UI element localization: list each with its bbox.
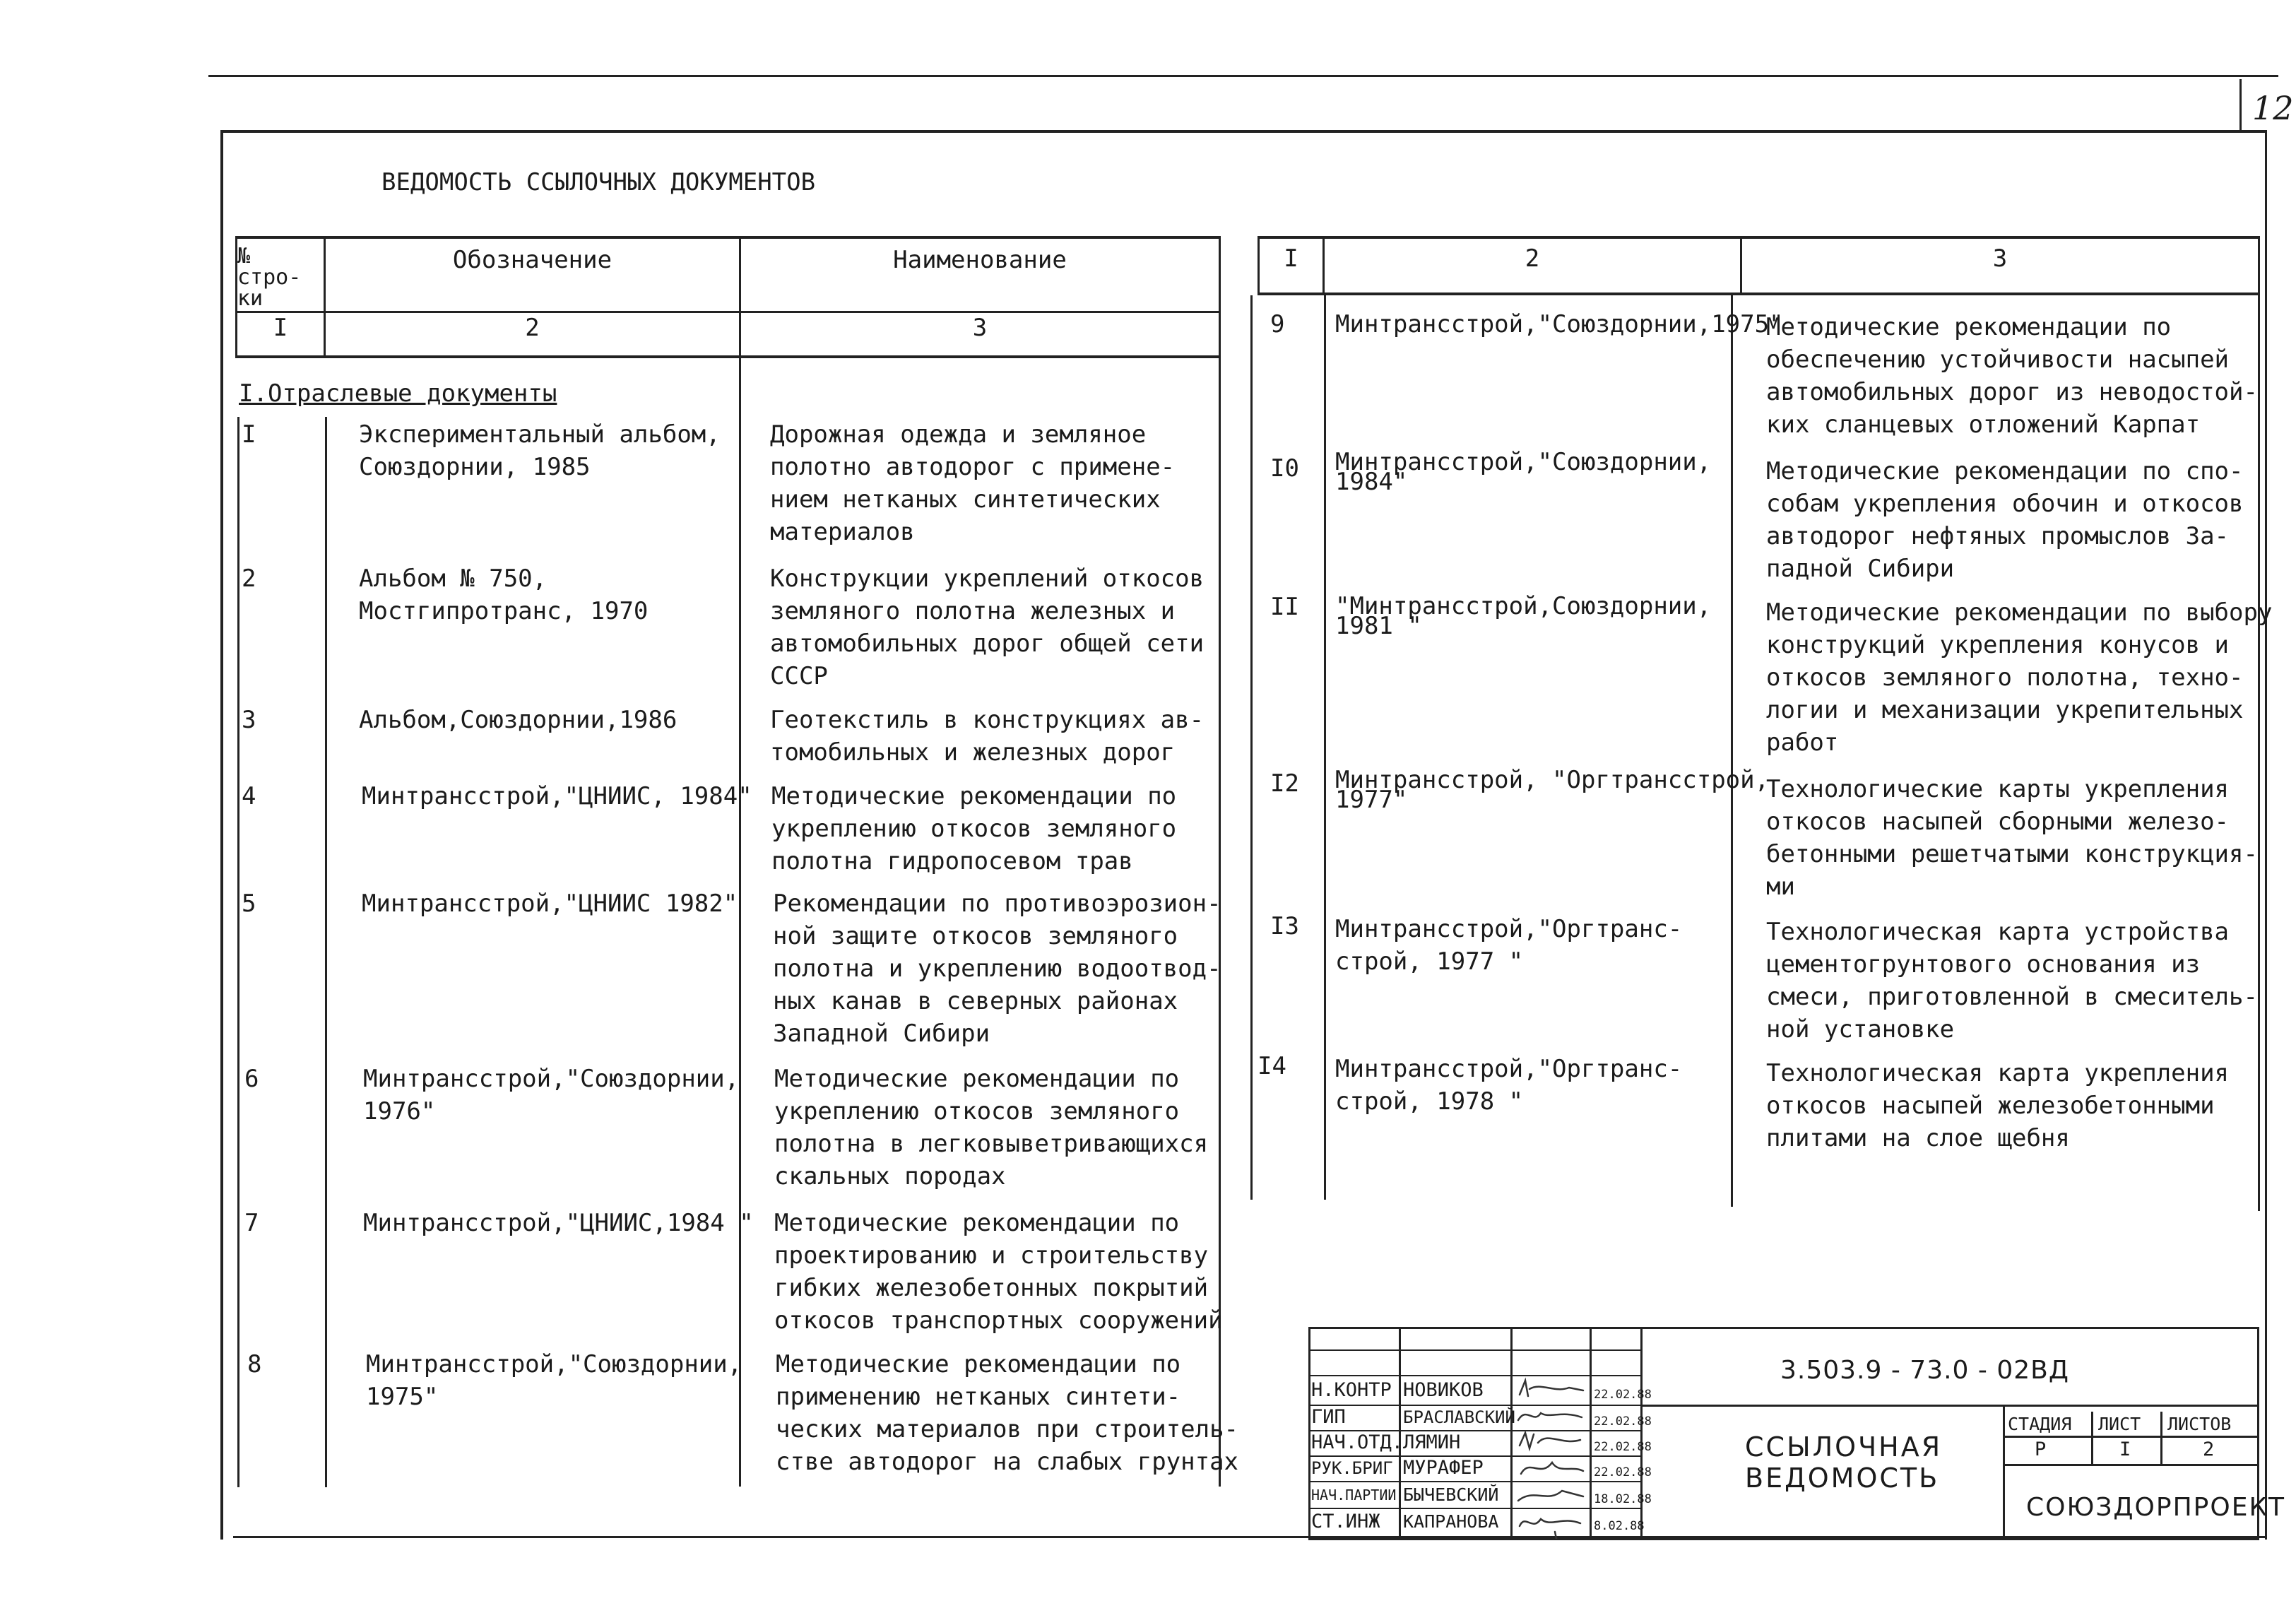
document-title: ВЕДОМОСТЬ ССЫЛОЧНЫХ ДОКУМЕНТОВ — [381, 168, 816, 196]
right-row-9-num: 9 — [1270, 310, 1285, 338]
left-row-8-num: 8 — [247, 1350, 262, 1378]
right-header-1: I — [1284, 244, 1298, 273]
left-row-6-num: 6 — [244, 1065, 259, 1093]
stamp-stage-div1 — [2091, 1412, 2093, 1465]
stamp-date-5: 18.02.88 — [1594, 1492, 1652, 1506]
signature-4 — [1521, 1463, 1583, 1474]
left-row-4-name: Методические рекомендации по укреплению откосов земляного полотна гидропосевом трав — [771, 782, 1177, 875]
left-row-1-designation: Экспериментальный альбом, Союздорнии, 1985 — [359, 420, 721, 481]
right-row-13-num: I3 — [1270, 912, 1299, 940]
signature-6 — [1520, 1519, 1580, 1539]
right-row-10-name: Методические рекомендации по спо- собам укрепления обочин и откосов автодорог нефтяных промыслов За- падной Сибири — [1766, 457, 2244, 583]
right-table-top — [1258, 236, 2259, 239]
stamp-name-1: НОВИКОВ — [1403, 1379, 1484, 1401]
stamp-role-4: РУК.БРИГ — [1311, 1458, 1393, 1478]
right-row-9-designation: Минтрансстрой,"Союздорнии,1975" — [1335, 310, 1784, 338]
page-number: 12 — [2252, 89, 2294, 127]
left-col-divider-2 — [739, 236, 741, 1487]
document-type-title: ССЫЛОЧНАЯ ВЕДОМОСТЬ — [1745, 1431, 1943, 1494]
stamp-name-2: БРАСЛАВСКИЙ — [1403, 1407, 1515, 1427]
section-title: I.Отраслевые документы — [239, 379, 557, 408]
left-row-3-designation: Альбом,Союздорнии,1986 — [359, 706, 677, 734]
stamp-role-2: ГИП — [1311, 1406, 1346, 1428]
stamp-stage-div2 — [2160, 1412, 2162, 1465]
right-header-3: 3 — [1992, 244, 2008, 273]
left-colnum-1: I — [273, 314, 288, 342]
document-code: 3.503.9 - 73.0 - 02ВД — [1780, 1356, 2069, 1385]
stamp-date-1: 22.02.88 — [1594, 1388, 1652, 1402]
stage-header-stage: СТАДИЯ — [2008, 1414, 2072, 1434]
stage-value-sheet: I — [2119, 1438, 2131, 1460]
right-table-header-sep — [1258, 293, 2259, 295]
stamp-name-3: ЛЯМИН — [1403, 1431, 1461, 1453]
stamp-name-5: БЫЧЕВСКИЙ — [1403, 1484, 1499, 1505]
right-row-14-designation: Минтрансстрой,"Оргтранс- строй, 1978 " — [1335, 1055, 1683, 1116]
left-row-5-designation: Минтрансстрой,"ЦНИИС 1982" — [362, 890, 738, 918]
right-row-11-designation: "Минтрансстрой,Союздорнии, 1981 " — [1335, 592, 1712, 640]
right-row-11-num: II — [1270, 593, 1299, 621]
stage-header-sheets: ЛИСТОВ — [2167, 1414, 2232, 1434]
left-row-5-name: Рекомендации по противоэрозион- ной защите откосов земляного полотна и укреплению водоотвод- ных канав в северных районах Западной Сибири — [773, 890, 1221, 1048]
frame-right-edge — [2265, 130, 2267, 1540]
left-header-row-number: № стро- ки — [237, 244, 302, 311]
stamp-role-3: НАЧ.ОТД. — [1311, 1431, 1404, 1453]
stamp-date-4: 22.02.88 — [1594, 1465, 1652, 1479]
right-row-14-name: Технологическая карта укрепления откосов насыпей железобетонными плитами на слое щебня — [1766, 1059, 2230, 1152]
left-row-1-name: Дорожная одежда и земляное полотно автодорог с примене- нием нетканых синтетических материалов — [770, 420, 1176, 546]
stamp-stage-row2 — [2003, 1464, 2259, 1466]
left-row-6-designation: Минтрансстрой,"Союздорнии, 1976" — [363, 1065, 740, 1126]
organization-name: СОЮЗДОРПРОЕКТ — [2026, 1493, 2285, 1522]
page-number-divider — [2239, 79, 2242, 130]
right-col-divider-1-lower — [1324, 295, 1326, 1200]
signature-2 — [1518, 1413, 1582, 1420]
left-row-2-name: Конструкции укреплений откосов земляного полотна железных и автомобильных дорог общей сети СССР — [770, 565, 1205, 690]
left-header-designation: Обозначение — [452, 246, 613, 274]
left-colnum-3: 3 — [972, 314, 988, 342]
left-row-num-edge — [237, 417, 239, 1487]
left-table-colnum-sep — [235, 355, 1221, 358]
left-header-name: Наименование — [893, 246, 1067, 274]
right-col-divider-2-lower — [1731, 295, 1733, 1207]
stamp-date-3: 22.02.88 — [1594, 1440, 1652, 1454]
stamp-name-6: КАПРАНОВА — [1403, 1511, 1499, 1532]
left-col-divider-1-lower — [325, 417, 327, 1487]
stamp-role-1: Н.КОНТР — [1311, 1379, 1392, 1401]
right-row-13-name: Технологическая карта устройства цементогрунтового основания из смеси, приготовленной в смеситель- ной установке — [1766, 918, 2258, 1044]
signature-1 — [1520, 1381, 1583, 1396]
stamp-date-2: 22.02.88 — [1594, 1414, 1652, 1429]
left-row-1-num: I — [242, 420, 256, 449]
stage-value-stage: Р — [2035, 1438, 2047, 1460]
stamp-row-line-b — [1308, 1375, 1640, 1376]
right-header-2: 2 — [1525, 244, 1540, 273]
right-row-12-designation: Минтрансстрой, "Оргтрансстрой, 1977" — [1335, 766, 1770, 814]
left-row-8-designation: Минтрансстрой,"Союздорнии, 1975" — [366, 1350, 742, 1411]
right-row-11-name: Методические рекомендации по выбору конструкций укрепления конусов и откосов земляного полотна, техно- логии и механизации укрепительных работ — [1766, 598, 2273, 757]
right-table-left-edge-lower — [1250, 295, 1253, 1200]
stamp-row-line-4 — [1308, 1481, 1640, 1482]
right-row-12-name: Технологические карты укрепления откосов насыпей сборными железо- бетонными решетчатыми конструкция- ми — [1766, 775, 2258, 901]
right-row-9-name: Методические рекомендации по обеспечению устойчивости насыпей автомобильных дорог из неводостой- ких сланцевых отложений Карпат — [1766, 313, 2258, 439]
left-row-7-designation: Минтрансстрой,"ЦНИИС,1984 " — [363, 1209, 754, 1237]
stage-value-sheets: 2 — [2203, 1438, 2215, 1460]
left-row-7-num: 7 — [244, 1209, 259, 1237]
right-row-13-designation: Минтрансстрой,"Оргтранс- строй, 1977 " — [1335, 915, 1683, 976]
left-row-3-name: Геотекстиль в конструкциях ав- томобильных и железных дорог — [770, 706, 1205, 767]
left-row-3-num: 3 — [242, 706, 256, 734]
left-row-4-designation: Минтрансстрой,"ЦНИИС, 1984" — [362, 782, 752, 810]
left-row-6-name: Методические рекомендации по укреплению откосов земляного полотна в легковыветривающихся скальных породах — [774, 1065, 1209, 1191]
right-row-10-num: I0 — [1270, 454, 1299, 483]
right-row-14-num: I4 — [1258, 1052, 1286, 1080]
left-table-top — [235, 236, 1221, 239]
stamp-role-5: НАЧ.ПАРТИИ — [1311, 1487, 1397, 1503]
stamp-code-sep — [1640, 1405, 2259, 1407]
right-row-12-num: I2 — [1270, 769, 1299, 798]
left-table-header-sep — [235, 311, 1221, 313]
stage-header-sheet: ЛИСТ — [2098, 1414, 2141, 1434]
left-row-2-designation: Альбом № 750, Мостгипротранс, 1970 — [359, 565, 649, 625]
top-rule — [208, 75, 2278, 77]
left-row-7-name: Методические рекомендации по проектированию и строительству гибких железобетонных покрытий откосов транспортных сооружений — [774, 1209, 1223, 1335]
stamp-stage-row1 — [2003, 1436, 2259, 1438]
stamp-stage-col — [2003, 1405, 2005, 1540]
left-row-2-num: 2 — [242, 565, 256, 593]
left-colnum-2: 2 — [525, 314, 540, 342]
left-row-8-name: Методические рекомендации по применению нетканых синтети- ческих материалов при строитель- стве автодорог на слабых грунтах — [776, 1350, 1239, 1476]
stamp-row-line-a — [1308, 1349, 1640, 1351]
signature-5 — [1518, 1491, 1583, 1501]
stamp-name-4: МУРАФЕР — [1403, 1457, 1484, 1479]
left-row-5-num: 5 — [242, 890, 256, 918]
stamp-date-6: 8.02.88 — [1594, 1519, 1645, 1533]
right-row-10-designation: Минтрансстрой,"Союздорнии, 1984" — [1335, 448, 1712, 496]
stamp-row-line-5 — [1308, 1508, 1640, 1509]
left-row-4-num: 4 — [242, 782, 256, 810]
signature-scribbles — [1513, 1375, 1589, 1539]
stamp-role-6: СТ.ИНЖ — [1311, 1511, 1380, 1532]
signature-3 — [1520, 1433, 1580, 1448]
